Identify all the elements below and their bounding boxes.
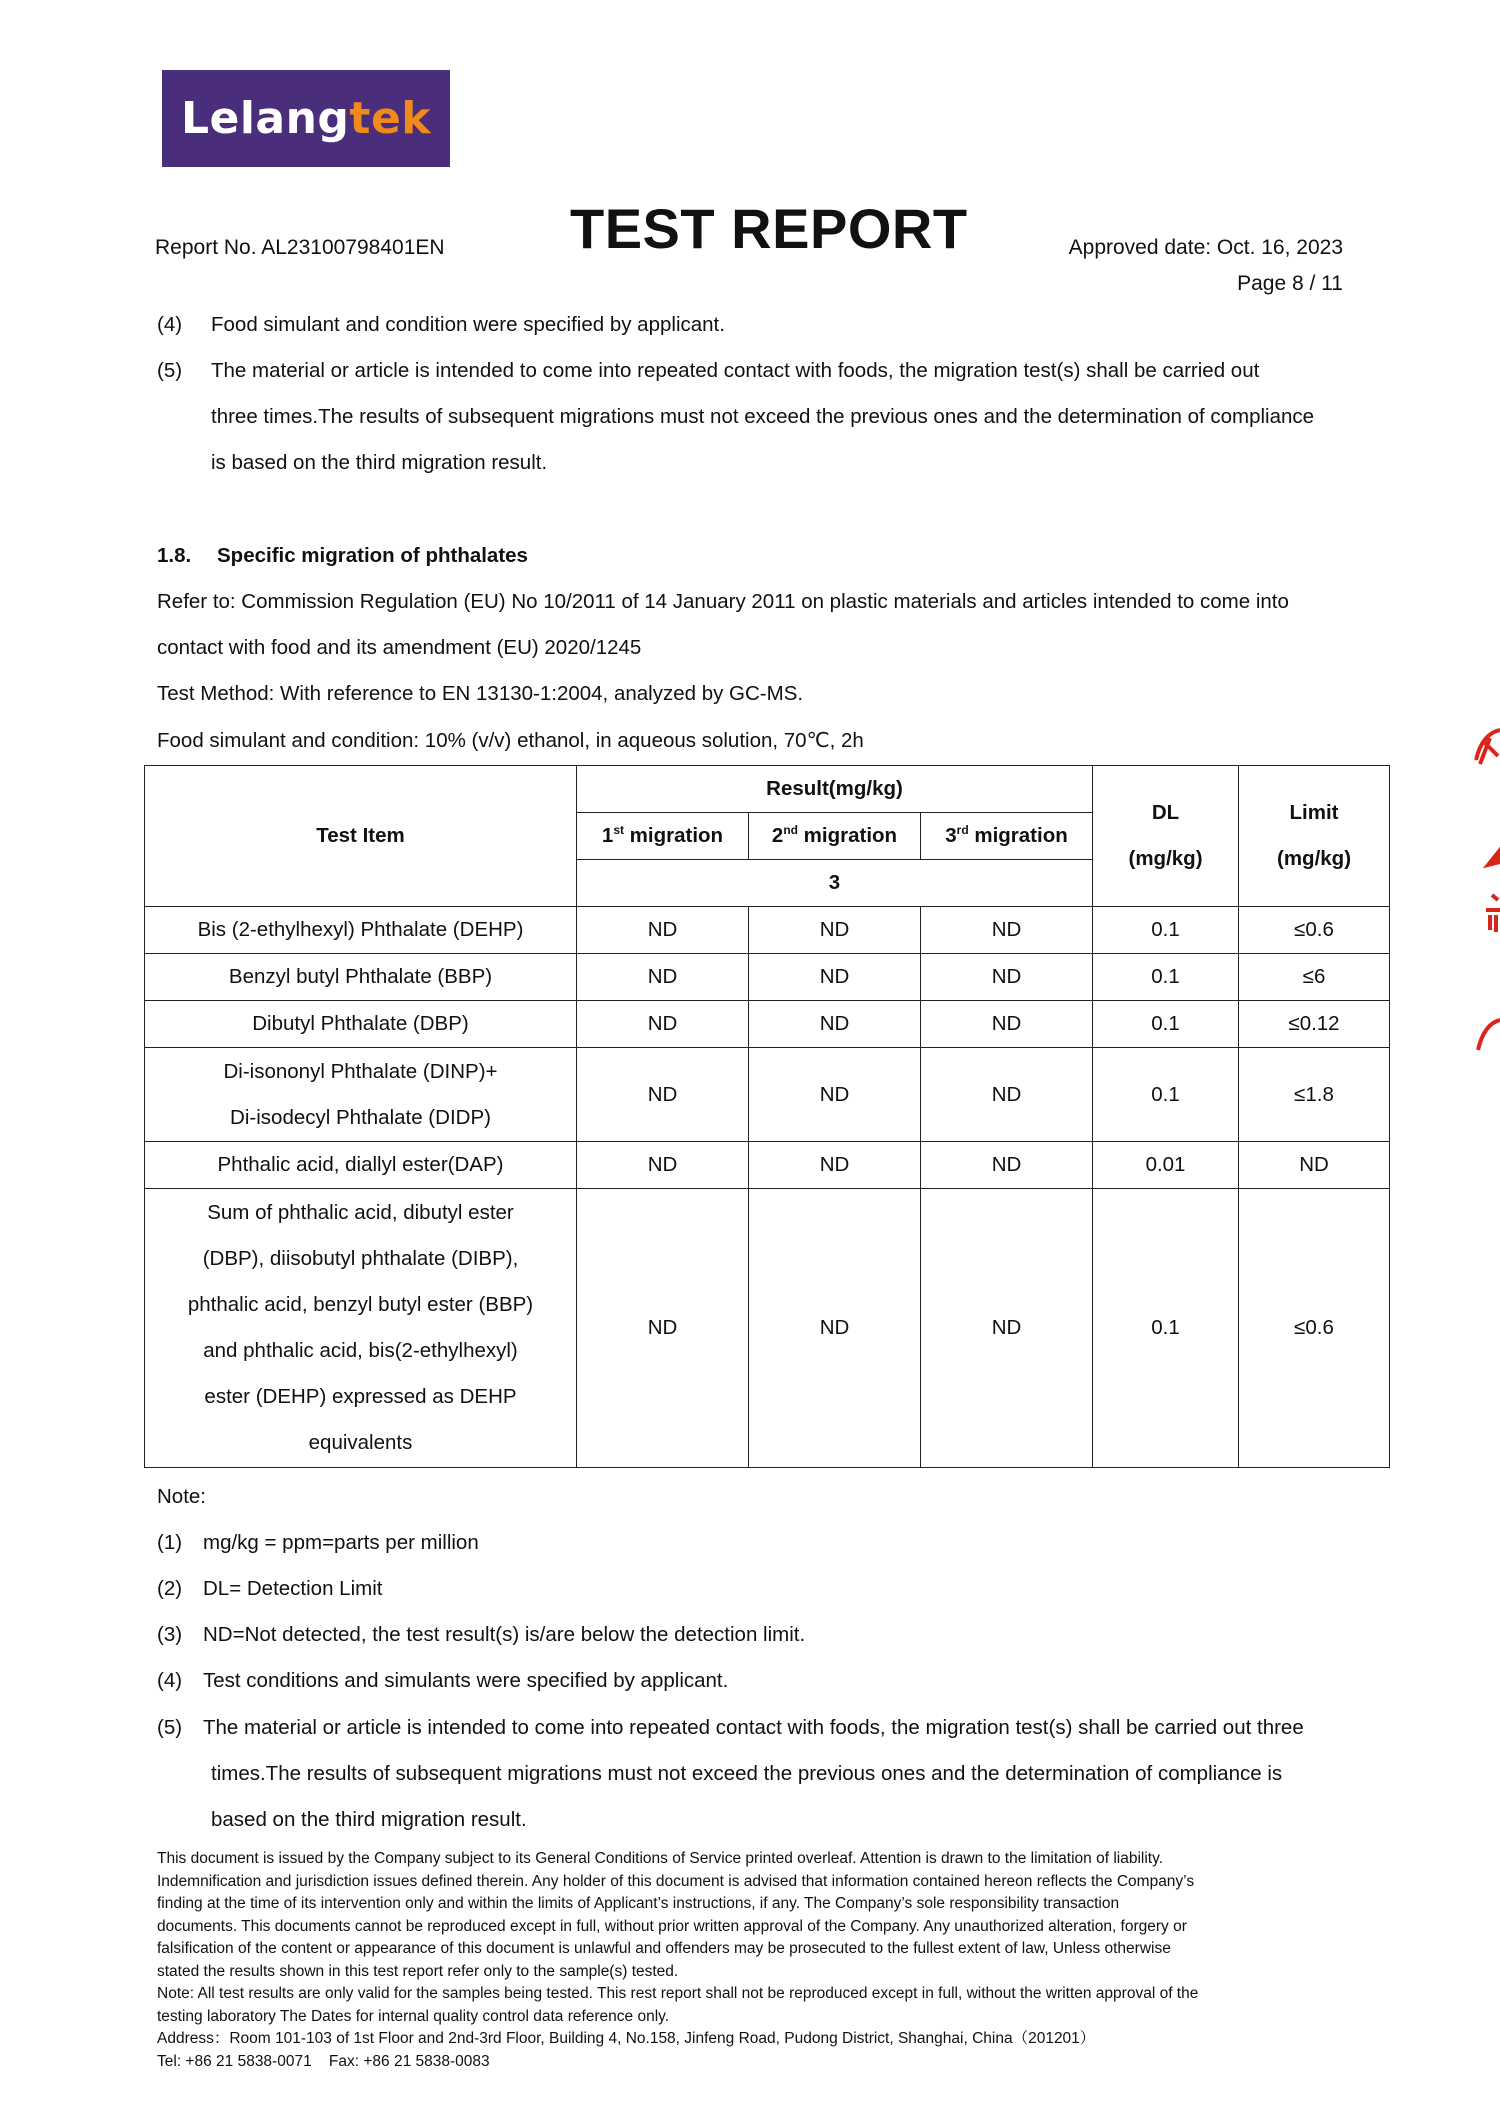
- cell-migration-3: ND: [921, 1001, 1093, 1048]
- food-simulant: Food simulant and condition: 10% (v/v) ethanol, in aqueous solution, 70℃, 2h: [157, 729, 864, 752]
- cell-migration-3: ND: [921, 954, 1093, 1001]
- section-heading: Specific migration of phthalates: [217, 544, 528, 567]
- cell-test-item: Bis (2-ethylhexyl) Phthalate (DEHP): [145, 907, 577, 954]
- cell-migration-2: ND: [749, 1048, 921, 1142]
- cell-migration-1: ND: [577, 907, 749, 954]
- note-num: (2): [157, 1577, 183, 1600]
- header-migration-3: 3rd migration: [921, 813, 1093, 860]
- note-text: times.The results of subsequent migrations must not exceed the previous ones and the determination of compliance is: [211, 1762, 1283, 1785]
- company-logo: [162, 70, 450, 167]
- cell-dl: 0.01: [1093, 1142, 1239, 1189]
- footer-line: Indemnification and jurisdiction issues defined therein. Any holder of this document is advised that information contained hereon reflects the Company’s: [157, 1872, 1195, 1890]
- legal-footer: [157, 1848, 1357, 2073]
- prev-note-num: (5): [157, 359, 183, 382]
- note-num: (3): [157, 1623, 183, 1646]
- logo-text-accent: tek: [349, 93, 432, 144]
- cell-dl: 0.1: [1093, 1048, 1239, 1142]
- cell-migration-2: ND: [749, 907, 921, 954]
- footer-contact: Tel: +86 21 5838-0071 Fax: +86 21 5838-0083: [157, 2052, 490, 2070]
- page-title: TEST REPORT: [570, 197, 968, 260]
- header-result: Result(mg/kg): [577, 766, 1093, 813]
- seal-icon: [1470, 720, 1500, 1060]
- prev-note-text: three times.The results of subsequent migrations must not exceed the previous ones and the determination of compliance: [211, 405, 1315, 428]
- footer-line: stated the results shown in this test report refer only to the sample(s) tested.: [157, 1962, 679, 1980]
- cell-migration-1: ND: [577, 1142, 749, 1189]
- table-row: [145, 1001, 1390, 1048]
- cell-migration-2: ND: [749, 1001, 921, 1048]
- header-sample-number: 3: [577, 860, 1093, 907]
- cell-migration-2: ND: [749, 1189, 921, 1468]
- cell-migration-1: ND: [577, 954, 749, 1001]
- footer-line: Note: All test results are only valid for the samples being tested. This rest report shall not be reproduced except in full, without the written approval of the: [157, 1985, 1199, 2002]
- header-limit-label: Limit: [1289, 801, 1339, 824]
- header-migration-2: 2nd migration: [749, 813, 921, 860]
- cell-limit: ≤6: [1239, 954, 1390, 1001]
- header-limit-unit: (mg/kg): [1277, 847, 1352, 870]
- table-row: [145, 907, 1390, 954]
- section-number: 1.8.: [157, 544, 192, 567]
- prev-note-text: Food simulant and condition were specified by applicant.: [211, 313, 725, 336]
- footer-address: Address：Room 101-103 of 1st Floor and 2nd-3rd Floor, Building 4, No.158, Jinfeng Road, Pudong District, Shanghai, China（201201）: [157, 2030, 1096, 2047]
- header-limit: [1239, 766, 1390, 907]
- note-num: (5): [157, 1716, 183, 1739]
- note-text: The material or article is intended to come into repeated contact with foods, the migration test(s) shall be carried out three: [203, 1716, 1304, 1739]
- table-row: [145, 1048, 1390, 1142]
- header-dl-unit: (mg/kg): [1128, 847, 1203, 870]
- footer-line: finding at the time of its intervention only and within the limits of Applicant’s instructions, if any. The Company’s sole responsibility transaction: [157, 1895, 1120, 1912]
- note-text: DL= Detection Limit: [203, 1577, 383, 1600]
- cell-test-item: Phthalic acid, diallyl ester(DAP): [145, 1142, 577, 1189]
- table-header-row: [145, 766, 1390, 813]
- header-test-item: Test Item: [145, 766, 577, 907]
- notes-title: Note:: [157, 1485, 206, 1508]
- cell-dl: 0.1: [1093, 907, 1239, 954]
- cell-dl: 0.1: [1093, 1189, 1239, 1468]
- table-row: [145, 1189, 1390, 1468]
- page-number: Page 8 / 11: [1237, 272, 1343, 295]
- cell-migration-2: ND: [749, 1142, 921, 1189]
- cell-limit: ≤0.12: [1239, 1001, 1390, 1048]
- cell-test-item: Benzyl butyl Phthalate (BBP): [145, 954, 577, 1001]
- prev-note-text: is based on the third migration result.: [211, 451, 548, 474]
- note-text: ND=Not detected, the test result(s) is/are below the detection limit.: [203, 1623, 806, 1646]
- approved-date: Approved date: Oct. 16, 2023: [1068, 236, 1343, 259]
- prev-note-num: (4): [157, 313, 183, 336]
- section-reference: Refer to: Commission Regulation (EU) No 10/2011 of 14 January 2011 on plastic materials and articles intended to come into: [157, 590, 1289, 613]
- cell-limit: ≤1.8: [1239, 1048, 1390, 1142]
- note-num: (1): [157, 1531, 183, 1554]
- footer-line: This document is issued by the Company subject to its General Conditions of Service printed overleaf. Attention is drawn to the limitation of liability.: [157, 1850, 1163, 1867]
- cell-limit: ≤0.6: [1239, 907, 1390, 954]
- cell-migration-3: ND: [921, 1142, 1093, 1189]
- test-method: Test Method: With reference to EN 13130-1:2004, analyzed by GC-MS.: [157, 682, 804, 705]
- cell-migration-1: ND: [577, 1048, 749, 1142]
- table-row: [145, 1142, 1390, 1189]
- section-reference: contact with food and its amendment (EU) 2020/1245: [157, 636, 642, 659]
- note-text: based on the third migration result.: [211, 1808, 527, 1831]
- footer-line: falsification of the content or appearance of this document is unlawful and offenders may be prosecuted to the fullest extent of law, Unless otherwise: [157, 1940, 1171, 1957]
- cell-dl: 0.1: [1093, 954, 1239, 1001]
- table-row: [145, 954, 1390, 1001]
- cell-migration-3: ND: [921, 1189, 1093, 1468]
- prev-note-text: The material or article is intended to come into repeated contact with foods, the migration test(s) shall be carried out: [211, 359, 1260, 382]
- note-text: Test conditions and simulants were specified by applicant.: [203, 1669, 729, 1692]
- note-num: (4): [157, 1669, 183, 1692]
- header-migration-1: 1st migration: [577, 813, 749, 860]
- company-seal-stamp: [1470, 720, 1500, 1060]
- cell-test-item: Dibutyl Phthalate (DBP): [145, 1001, 577, 1048]
- logo-text-main: Lelang: [180, 93, 350, 144]
- cell-migration-1: ND: [577, 1001, 749, 1048]
- cell-limit: ND: [1239, 1142, 1390, 1189]
- cell-migration-3: ND: [921, 1048, 1093, 1142]
- results-table: [144, 765, 1390, 1468]
- header-dl: [1093, 766, 1239, 907]
- cell-migration-3: ND: [921, 907, 1093, 954]
- report-number: Report No. AL23100798401EN: [155, 236, 445, 259]
- cell-test-item: Di-isononyl Phthalate (DINP)+ Di-isodecyl Phthalate (DIDP): [145, 1048, 577, 1142]
- footer-line: documents. This documents cannot be reproduced except in full, without prior written approval of the Company. Any unauthorized alteration, forgery or: [157, 1917, 1187, 1935]
- header-dl-label: DL: [1151, 801, 1180, 824]
- cell-migration-1: ND: [577, 1189, 749, 1468]
- note-text: mg/kg = ppm=parts per million: [203, 1531, 479, 1554]
- footer-line: testing laboratory The Dates for internal quality control data reference only.: [157, 2007, 670, 2025]
- cell-limit: ≤0.6: [1239, 1189, 1390, 1468]
- cell-dl: 0.1: [1093, 1001, 1239, 1048]
- cell-migration-2: ND: [749, 954, 921, 1001]
- cell-test-item: Sum of phthalic acid, dibutyl ester (DBP), diisobutyl phthalate (DIBP), phthalic acid, benzyl butyl ester (BBP) and phthalic acid, bis(2-ethylhexyl) ester (DEHP) expressed as DEHP equivalents: [145, 1189, 577, 1468]
